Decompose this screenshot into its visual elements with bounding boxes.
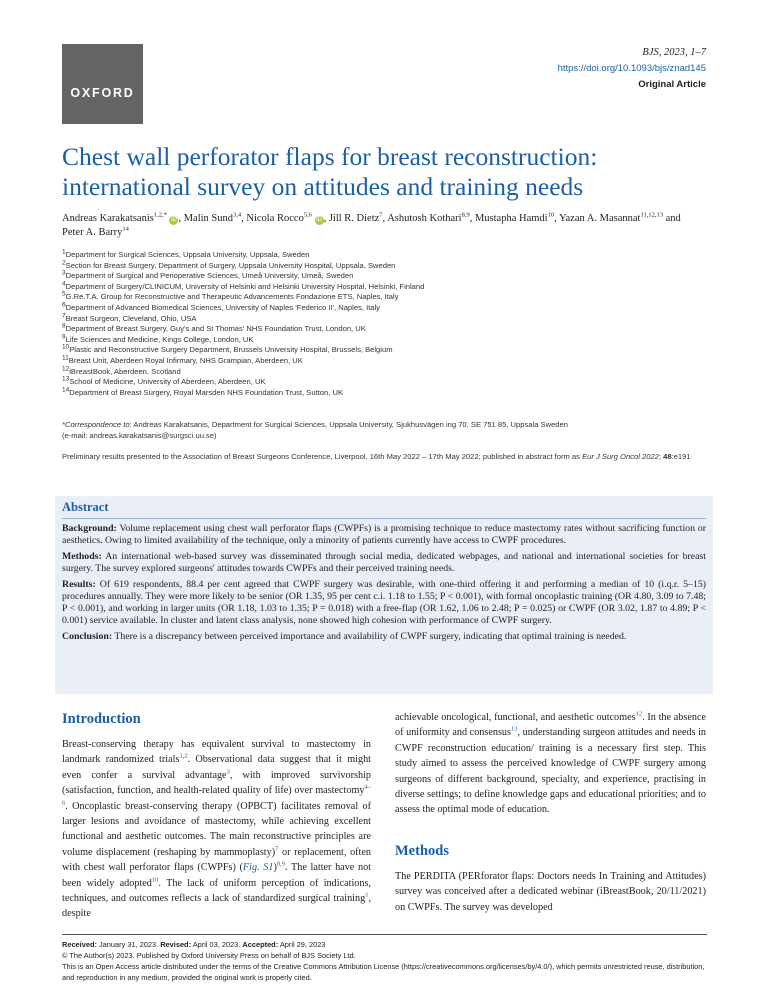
methods-text: An international web-based survey was disseminated through social media, dedicated webpages, and national and international societies for breast surgery. The survey explored surgeons' attitudes towards CWPFs and their perceived training needs. (62, 551, 706, 574)
conclusion-label: Conclusion: (62, 631, 113, 642)
background-label: Background: (62, 523, 117, 534)
methods-label: Methods: (62, 551, 102, 562)
dates-line: Received: January 31, 2023. Revised: April 03, 2023. Accepted: April 29, 2023 (62, 940, 326, 949)
results-text: Of 619 respondents, 88.4 per cent agreed that CWPF surgery was desirable, with one-third offering it and performing a median of 10 (i.q.r. 5–15) procedures annually. They were more likely to be senior (OR 1.35, 95 per cent c.i. 1.18 to 1.55; P < 0.001), with formal oncoplastic training (OR 4.80, 3.09 to 7.48; P < 0.001), and working in larger units (OR 1.18, 1.03 to 1.35; P = 0.018) with a free-flap (OR 1.62, 1.06 to 2.48; P = 0.025) or CWPF (OR 3.02, 1.87 to 4.89; P < 0.001) service available. In cluster and latent class analysis, none showed high cohesion with performance of CWPF surgery. (62, 579, 706, 626)
results-label: Results: (62, 579, 96, 590)
author-affiliation-ref: 14 (122, 225, 129, 233)
figure-link[interactable]: Fig. S1 (242, 862, 274, 874)
copyright-line: © The Author(s) 2023. Published by Oxford University Press on behalf of BJS Society Ltd. (62, 951, 356, 960)
preliminary-page: :e191 (671, 452, 691, 461)
preliminary-journal: Eur J Surg Oncol 2022 (582, 452, 659, 461)
license-text: This is an Open Access article distributed under the terms of the Creative Commons Attribution License (https://creativecommons.org/licenses/by/4.0/), which permits unrestricted reuse, distribution, and reproduction in any medium, provided the original work is properly cited. (62, 962, 705, 982)
affiliation: $^2$Section for Breast Surgery, Department of Surgery, Uppsala University Hospital, Uppsala, Sweden (62, 259, 396, 270)
author-affiliation-ref: 7 (379, 211, 383, 219)
article-footer (62, 934, 707, 983)
author-name: Malin Sund (183, 213, 234, 224)
introduction-paragraph: Breast-conserving therapy has equivalent survival to mastectomy in landmark randomized trials$^{1,2}$. Observational data suggest that it might even confer a survival advantage$^3$, with improved survivorship (satisfaction, function, and health-related quality of life) over mastectomy$^{4-6}$. Oncoplastic breast-conserving therapy (OPBCT) facilitates removal of larger lesions and avoidance of mastectomy, while achieving excellent functional and aesthetic outcomes. The main reconstructive principles are volume displacement (reshaping by mammoplasty)$^7$ or replacement, often with chest wall perforator flaps (CWPFs) (Fig. S1)$^{8,9}$. The latter have not been widely adopted$^{10}$. The lack of uniform perception of indications, techniques, and outcomes reflects a lack of standardized surgical training$^1$, despite (62, 739, 371, 920)
citation-ref[interactable]: 8,9 (276, 860, 285, 868)
preliminary-text: Preliminary results presented to the Association of Breast Surgeons Conference, Liverpool, 16th May 2022 – 17th May 2022; published in abstract form as (62, 452, 580, 461)
affiliation-list (62, 250, 702, 398)
correspondence-email[interactable]: (e-mail: andreas.karakatsanis@surgsci.uu.se) (62, 431, 217, 440)
orcid-icon[interactable]: iD (316, 217, 322, 223)
orcid-icon[interactable]: iD (171, 217, 177, 223)
affiliation: $^{14}$Department of Breast Surgery, Royal Marsden NHS Foundation Trust, Sutton, UK (62, 386, 344, 397)
introduction-continued: achievable oncological, functional, and aesthetic outcomes$^{12}$. In the absence of uniformity and consensus$^{13}$, understanding surgeon attitudes and needs in CWPF reconstruction education/ training is a necessary first step. This study aimed to assess the perceived knowledge of CWPF surgery among surgeons of different background, specialty, and experience, practising in diverse settings; to define knowledge gaps and educational priorities; and to assess the optimal mode of education. (395, 710, 706, 816)
author-name: Mustapha Hamdi (474, 213, 548, 224)
citation-ref[interactable]: 1,2 (179, 753, 188, 761)
affiliation: $^6$Department of Advanced Biomedical Sciences, University of Naples 'Federico II', Naples, Italy (62, 301, 381, 312)
citation-ref[interactable]: 4–6 (62, 783, 371, 807)
citation-ref[interactable]: 12 (635, 710, 643, 718)
affiliation: $^{11}$Breast Unit, Aberdeen Royal Infirmary, NHS Grampian, Aberdeen, UK (62, 354, 303, 365)
abstract-background (62, 523, 706, 547)
affiliation: $^{12}$iBreastBook, Aberdeen, Scotland (62, 365, 181, 376)
author-name: Peter A. Barry (62, 227, 123, 238)
abstract-divider (62, 518, 706, 519)
affiliation: $^8$Department of Breast Surgery, Guy's and St Thomas' NHS Foundation Trust, London, UK (62, 322, 366, 334)
affiliation: $^3$Department of Surgical and Perioperative Sciences, Umeå University, Umeå, Sweden (62, 269, 354, 281)
abstract-methods (62, 551, 706, 575)
affiliation: $^5$G.Re.T.A. Group for Reconstructive and Therapeutic Advancements Fondazione ETS, Naples, Italy (62, 290, 399, 302)
journal-info (558, 45, 706, 93)
author-name: Yazan A. Masannat (558, 213, 641, 224)
correspondence-label: *Correspondence to (62, 420, 130, 429)
conclusion-text: There is a discrepancy between perceived importance and availability of CWPF surgery, indicating that optimal training is needed. (114, 631, 627, 642)
affiliation: $^1$Department for Surgical Sciences, Uppsala University, Uppsala, Sweden (62, 248, 310, 259)
methods-heading: Methods (395, 842, 449, 859)
affiliation: $^7$Breast Surgeon, Cleveland, Ohio, USA (62, 312, 197, 323)
author-name: Jill R. Dietz (328, 213, 380, 224)
citation-ref[interactable]: 7 (275, 845, 279, 853)
citation-ref[interactable]: 10 (151, 876, 159, 884)
citation-ref[interactable]: 13 (511, 726, 518, 734)
publisher-logo (62, 44, 143, 124)
affiliation: $^4$Department of Surgery/CLINICUM, University of Helsinki and Helsinki University Hospital, Helsinki, Finland (62, 280, 425, 291)
author-affiliation-ref: 8,9 (461, 211, 470, 219)
author-affiliation-ref: 3,4 (233, 211, 242, 219)
preliminary-note: Preliminary results presented to the Association of Breast Surgeons Conference, Liverpool, 16th May 2022 – 17th May 2022; published in abstract form as Eur J Surg Oncol 2022; 48:e191 (62, 452, 691, 461)
abstract-heading: Abstract (62, 500, 109, 514)
author-name: Andreas Karakatsanis (62, 213, 154, 224)
journal-citation: BJS, 2023, 1–7 (642, 47, 706, 58)
affiliation: $^{13}$School of Medicine, University of Aberdeen, Aberdeen, UK (62, 375, 266, 387)
author-affiliation-ref: 10 (547, 211, 555, 219)
author-affiliation-ref: 11,12,13 (640, 211, 663, 219)
abstract-results (62, 579, 706, 627)
author-affiliation-ref: 1,2,* (153, 211, 167, 219)
correspondence-text: : Andreas Karakatsanis, Department for Surgical Sciences, Uppsala University, Sjukhusvägen ing 70, SE 751 85, Uppsala Sweden (129, 420, 568, 429)
author-name: Nicola Rocco (246, 213, 304, 224)
left-column (62, 710, 371, 922)
author-list: Andreas Karakatsanis$^{1,2,*}$ iD , Malin Sund$^{3,4}$, Nicola Rocco$^{5,6}$ iD , Jill R. Dietz$^7$, Ashutosh Kothari$^{8,9}$, Mustapha Hamdi$^{10}$, Yazan A. Masannat$^{11,12,13}$ and Peter A. Barry$^{14}$ (62, 211, 681, 238)
introduction-heading: Introduction (62, 711, 141, 727)
abstract-conclusion (62, 631, 706, 643)
right-column (395, 710, 706, 915)
article-title: Chest wall perforator flaps for breast reconstruction: international survey on attitudes and training needs (62, 142, 598, 201)
citation-ref[interactable]: 1 (365, 891, 369, 899)
article-type: Original Article (638, 79, 706, 90)
abstract-box (55, 496, 713, 694)
publisher-logo-text: OXFORD (70, 86, 135, 100)
doi-link[interactable]: https://doi.org/10.1093/bjs/znad145 (557, 63, 706, 74)
correspondence (62, 419, 702, 441)
affiliation: $^9$Life Sciences and Medicine, Kings College, London, UK (62, 333, 254, 344)
background-text: Volume replacement using chest wall perforator flaps (CWPFs) is a promising technique to reduce mastectomy rates without sacrificing function or aesthetics. Owing to limited availability of the technique, only a minority of patients currently have access to CWPF procedures. (62, 523, 706, 546)
affiliation: $^{10}$Plastic and Reconstructive Surgery Department, Brussels University Hospital, Brussels, Belgium (62, 343, 393, 355)
preliminary-volume: 48 (663, 452, 672, 461)
citation-ref[interactable]: 3 (226, 768, 230, 776)
author-name: Ashutosh Kothari (387, 213, 462, 224)
author-affiliation-ref: 5,6 (303, 211, 312, 219)
methods-paragraph: The PERDITA (PERforator flaps: Doctors needs In Training and Attitudes) survey was conceived after a dedicated webinar (iBreastBook, 20/11/2021) on CWPFs. The survey was developed (395, 870, 706, 913)
